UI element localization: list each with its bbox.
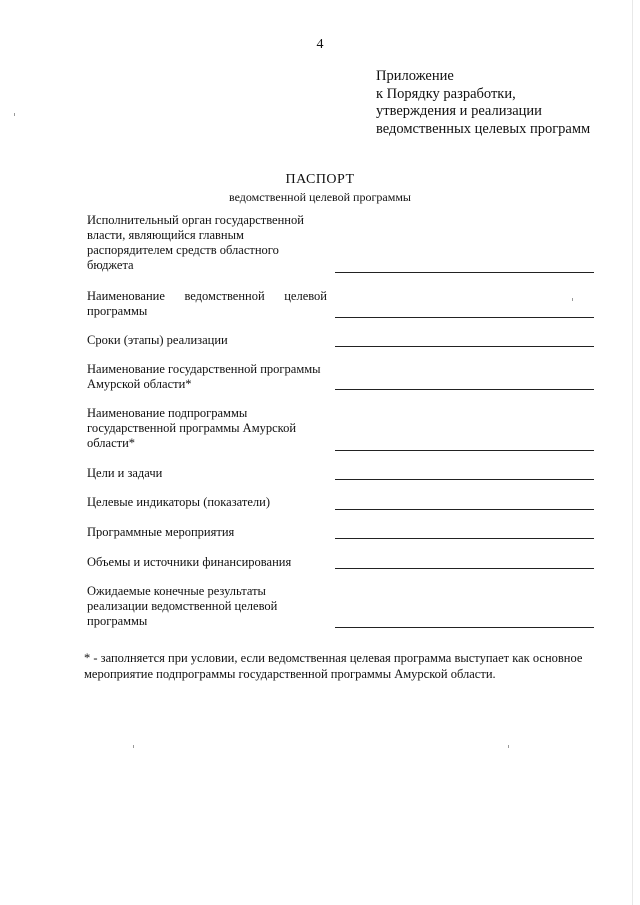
appendix-line: ведомственных целевых программ bbox=[376, 120, 591, 137]
appendix-line: утверждения и реализации bbox=[376, 103, 542, 119]
fill-line-indicators bbox=[335, 509, 594, 510]
page-edge bbox=[632, 0, 633, 905]
row-label-state-program: Наименование государственной программы Амурской области* bbox=[87, 362, 321, 391]
row-label-funding: Объемы и источники финансирования bbox=[87, 555, 292, 569]
row-label-indicators: Целевые индикаторы (показатели) bbox=[87, 495, 270, 509]
fill-line-subprogram bbox=[335, 450, 594, 451]
fill-line-funding bbox=[335, 568, 594, 569]
fill-line-executive-body bbox=[335, 272, 594, 273]
scan-speck bbox=[14, 113, 15, 116]
fill-line-program-name bbox=[335, 317, 594, 318]
fill-line-state-program bbox=[335, 389, 594, 390]
appendix-line: Приложение bbox=[376, 68, 454, 84]
appendix-line: к Порядку разработки, bbox=[376, 85, 516, 102]
fill-line-goals bbox=[335, 479, 594, 480]
appendix-block bbox=[376, 68, 626, 138]
fill-line-activities bbox=[335, 538, 594, 539]
row-label-goals: Цели и задачи bbox=[87, 466, 163, 480]
row-label-results: Ожидаемые конечные результаты реализации ведомственной целевой программы bbox=[87, 584, 278, 628]
scan-speck bbox=[508, 745, 509, 748]
row-label-subprogram: Наименование подпрограммы государственной программы Амурской области* bbox=[87, 406, 297, 450]
row-label-executive-body: Исполнительный орган государственной власти, являющийся главным распорядителем средств областного бюджета bbox=[87, 213, 304, 272]
fill-line-results bbox=[335, 627, 594, 628]
row-label-terms: Сроки (этапы) реализации bbox=[87, 333, 228, 347]
scan-speck bbox=[133, 745, 134, 748]
passport-title: ПАСПОРТ bbox=[285, 172, 355, 187]
row-label-activities: Программные мероприятия bbox=[87, 525, 235, 539]
row-label-program-name: Наименование ведомственной целевой программы bbox=[87, 289, 327, 318]
passport-subtitle: ведомственной целевой программы bbox=[229, 190, 411, 204]
page-number: 4 bbox=[316, 37, 324, 52]
footnote: * - заполняется при условии, если ведомственная целевая программа выступает как основное мероприятие подпрограммы государственной программы Амурской области. bbox=[84, 651, 583, 681]
scan-speck bbox=[572, 298, 573, 301]
fill-line-terms bbox=[335, 346, 594, 347]
